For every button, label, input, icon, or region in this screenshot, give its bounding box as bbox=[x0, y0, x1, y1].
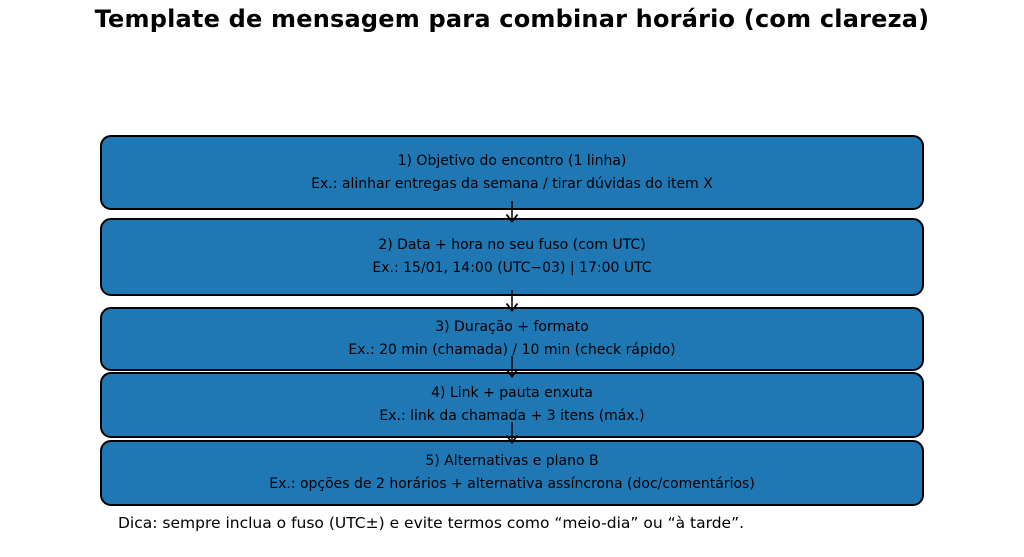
step-3-example: Ex.: 20 min (chamada) / 10 min (check rápido) bbox=[348, 342, 676, 358]
step-4-example: Ex.: link da chamada + 3 itens (máx.) bbox=[379, 408, 645, 424]
step-3-heading: 3) Duração + formato bbox=[435, 319, 589, 335]
down-arrow-icon bbox=[504, 422, 520, 445]
step-1-heading: 1) Objetivo do encontro (1 linha) bbox=[397, 152, 627, 169]
step-5-heading: 5) Alternativas e plano B bbox=[425, 453, 599, 469]
down-arrow-icon bbox=[504, 201, 520, 224]
flow-step-1 bbox=[100, 135, 924, 210]
down-arrow-icon bbox=[504, 290, 520, 313]
step-1-example: Ex.: alinhar entregas da semana / tirar dúvidas do item X bbox=[311, 175, 713, 192]
step-2-example: Ex.: 15/01, 14:00 (UTC−03) | 17:00 UTC bbox=[372, 260, 652, 276]
flow-step-2 bbox=[100, 218, 924, 296]
tip-note: Dica: sempre inclua o fuso (UTC±) e evite termos como “meio-dia” ou “à tarde”. bbox=[118, 514, 745, 532]
step-4-heading: 4) Link + pauta enxuta bbox=[431, 385, 593, 401]
flow-step-5 bbox=[100, 440, 924, 506]
step-5-example: Ex.: opções de 2 horários + alternativa assíncrona (doc/comentários) bbox=[269, 476, 755, 492]
down-arrow-icon bbox=[504, 356, 520, 379]
step-2-heading: 2) Data + hora no seu fuso (com UTC) bbox=[378, 237, 646, 253]
diagram-title: Template de mensagem para combinar horário (com clareza) bbox=[94, 5, 930, 33]
